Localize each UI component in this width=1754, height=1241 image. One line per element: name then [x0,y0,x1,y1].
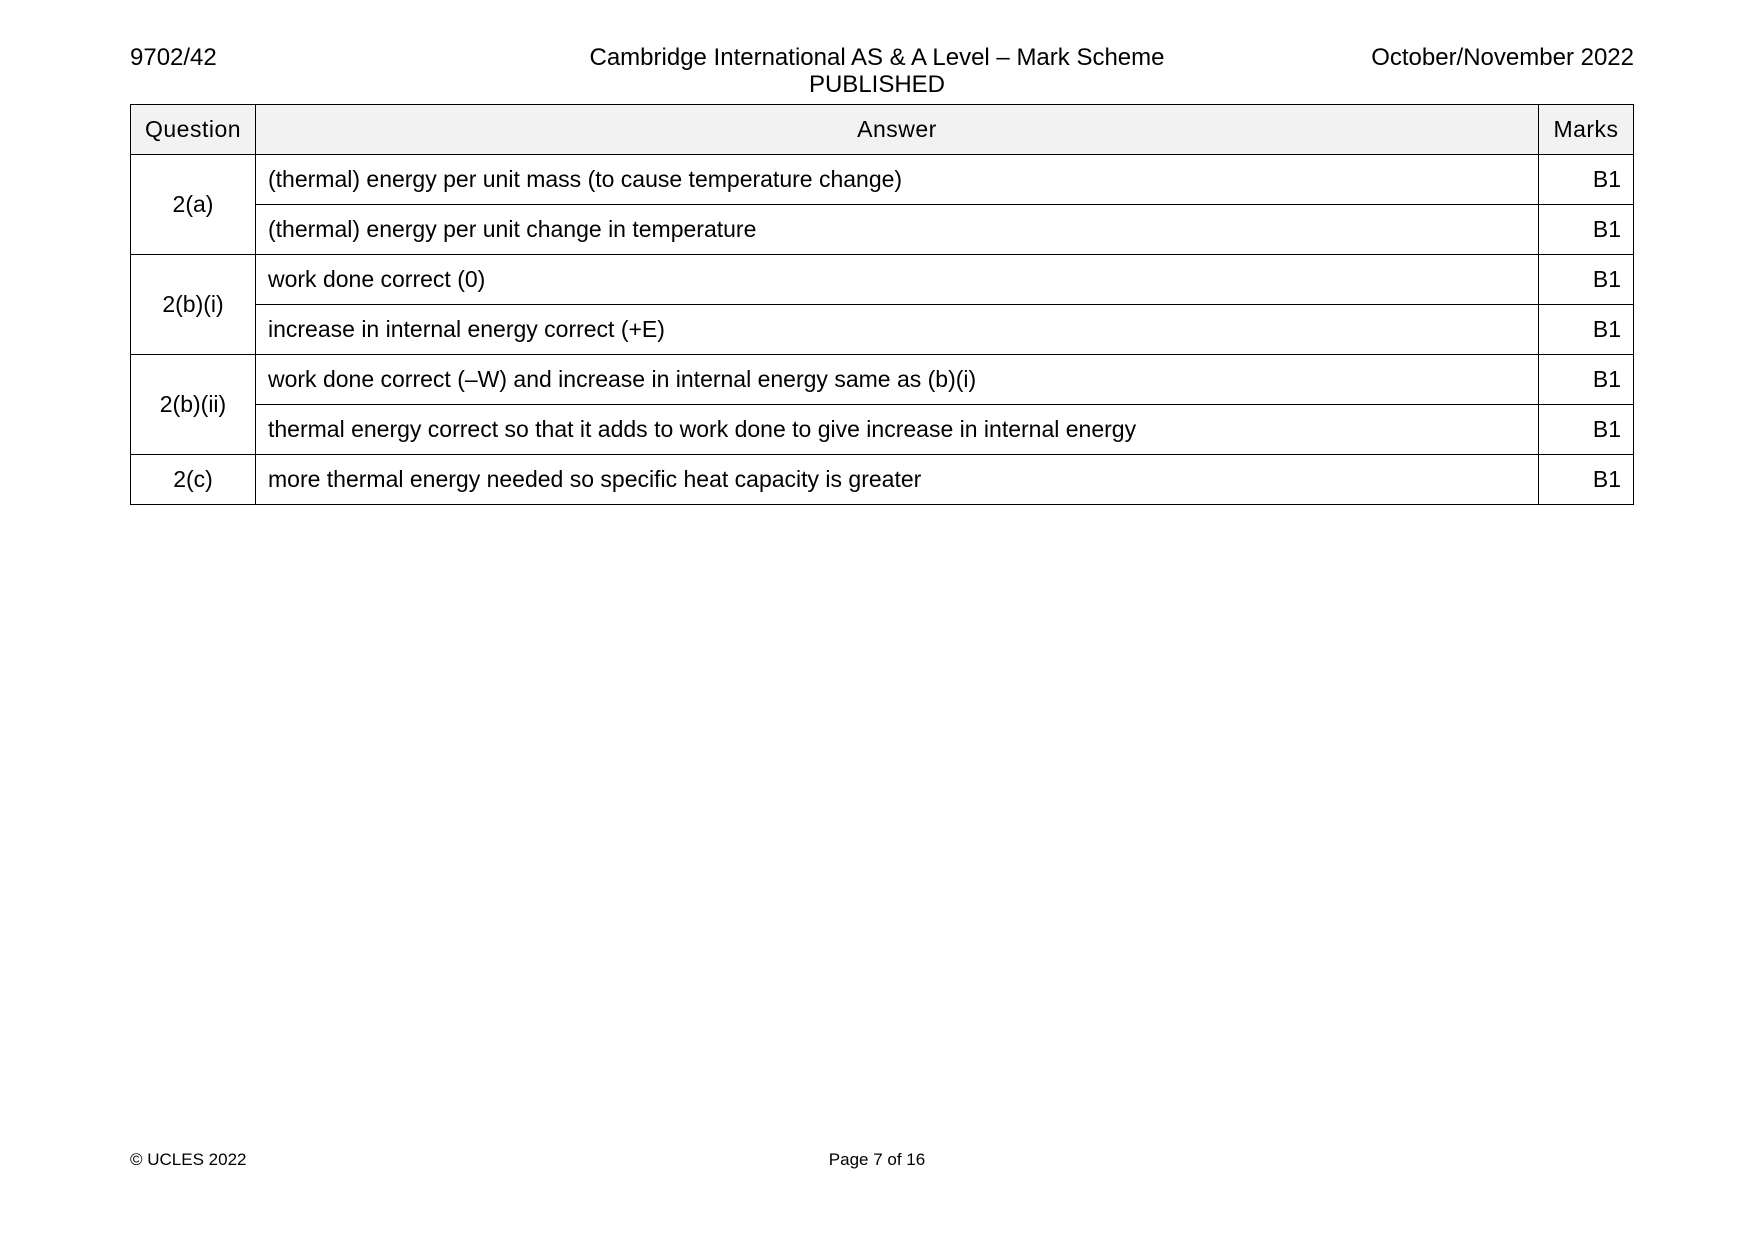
answer-cell: more thermal energy needed so specific heat capacity is greater [256,455,1539,505]
table-row [131,305,1634,355]
question-number: 2(b)(ii) [131,355,256,455]
mark-scheme-table [130,104,1634,505]
table-row [131,355,1634,405]
document-status: PUBLISHED [808,71,946,98]
marks-cell: B1 [1539,305,1634,355]
answer-cell: thermal energy correct so that it adds to work done to give increase in internal energy [256,405,1539,455]
column-header-marks: Marks [1539,105,1634,155]
answer-cell: work done correct (0) [256,255,1539,305]
table-header-row [131,105,1634,155]
answer-cell: (thermal) energy per unit change in temperature [256,205,1539,255]
marks-cell: B1 [1539,405,1634,455]
question-number: 2(c) [131,455,256,505]
table-row [131,205,1634,255]
copyright-notice: © UCLES 2022 [130,1150,247,1169]
page-number: Page 7 of 16 [828,1150,926,1169]
answer-cell: work done correct (–W) and increase in internal energy same as (b)(i) [256,355,1539,405]
table-row [131,455,1634,505]
question-number: 2(b)(i) [131,255,256,355]
marks-cell: B1 [1539,355,1634,405]
paper-code: 9702/42 [130,44,217,71]
table-row [131,155,1634,205]
question-number: 2(a) [131,155,256,255]
marks-cell: B1 [1539,205,1634,255]
document-title-main: Cambridge International AS & A Level – Mark Scheme [589,44,1165,71]
marks-cell: B1 [1539,255,1634,305]
table-row [131,405,1634,455]
exam-session: October/November 2022 [1371,44,1634,71]
table-row [131,255,1634,305]
answer-cell: increase in internal energy correct (+E) [256,305,1539,355]
column-header-answer: Answer [256,105,1539,155]
answer-cell: (thermal) energy per unit mass (to cause temperature change) [256,155,1539,205]
column-header-question: Question [131,105,256,155]
marks-cell: B1 [1539,455,1634,505]
marks-cell: B1 [1539,155,1634,205]
